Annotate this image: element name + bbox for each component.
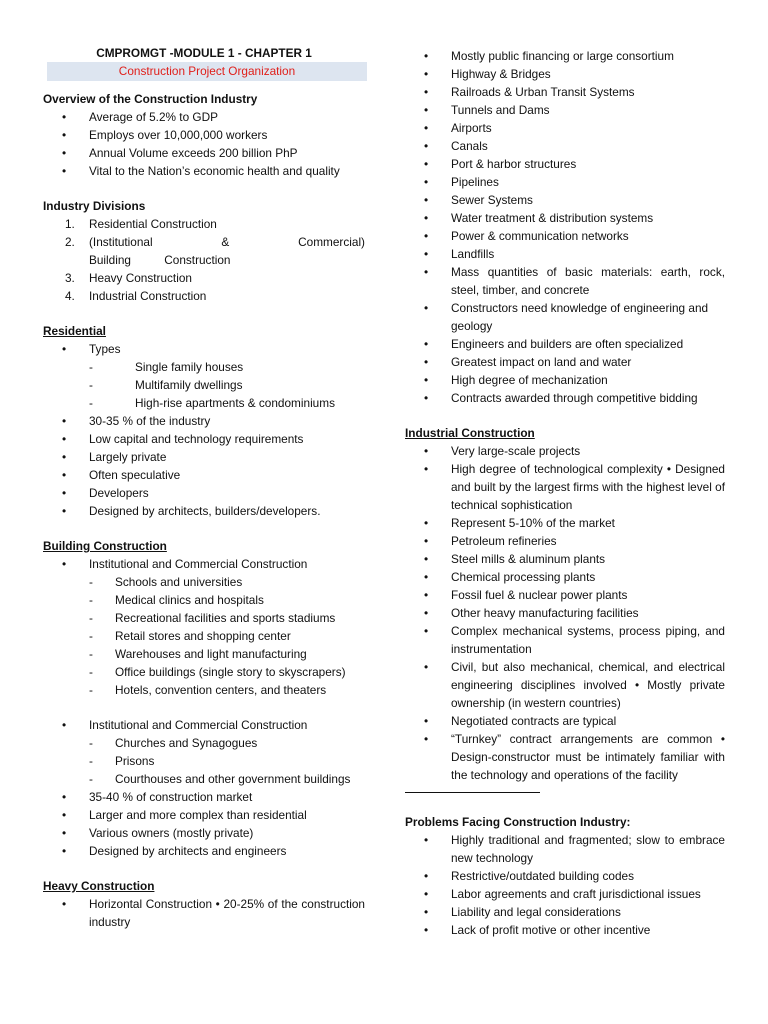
list-item: • Various owners (mostly private) bbox=[43, 824, 365, 842]
list-item: • Employs over 10,000,000 workers bbox=[43, 126, 365, 144]
list-item: • Negotiated contracts are typical bbox=[405, 712, 725, 730]
list-item: • Annual Volume exceeds 200 billion PhP bbox=[43, 144, 365, 162]
list-item: • Landfills bbox=[405, 245, 725, 263]
list-item: • Highly traditional and fragmented; slow to embrace new technology bbox=[405, 831, 725, 867]
list-item: • Water treatment & distribution systems bbox=[405, 209, 725, 227]
list-item: • High degree of mechanization bbox=[405, 371, 725, 389]
list-item bbox=[43, 233, 365, 269]
list-number: 3. bbox=[65, 271, 75, 285]
list-item: • Very large-scale projects bbox=[405, 442, 725, 460]
list-item: • Vital to the Nation’s economic health and quality bbox=[43, 162, 365, 180]
list-item: • Chemical processing plants bbox=[405, 568, 725, 586]
building-heading: Building Construction bbox=[43, 539, 167, 553]
overview-heading: Overview of the Construction Industry bbox=[43, 92, 258, 106]
heavy-heading: Heavy Construction bbox=[43, 879, 155, 893]
list-item: • Power & communication networks bbox=[405, 227, 725, 245]
building-group2-list bbox=[43, 734, 365, 788]
residential-heading: Residential bbox=[43, 324, 106, 338]
list-item: • Port & harbor structures bbox=[405, 155, 725, 173]
list-item: • Engineers and builders are often specialized bbox=[405, 335, 725, 353]
list-item: • Contracts awarded through competitive bidding bbox=[405, 389, 725, 407]
list-item: - Prisons bbox=[43, 752, 365, 770]
list-number: 4. bbox=[65, 289, 75, 303]
list-item: • Lack of profit motive or other incentive bbox=[405, 921, 725, 939]
document-subtitle: Construction Project Organization bbox=[47, 62, 367, 81]
list-item: - Courthouses and other government buildings bbox=[43, 770, 365, 788]
list-item bbox=[43, 269, 365, 287]
list-item: • Represent 5-10% of the market bbox=[405, 514, 725, 532]
list-item: • “Turnkey” contract arrangements are common • Design-constructor must be intimately familiar with the technology and operations of the facility bbox=[405, 730, 725, 784]
list-item: • Developers bbox=[43, 484, 365, 502]
list-item: - High-rise apartments & condominiums bbox=[43, 394, 365, 412]
list-item: • Canals bbox=[405, 137, 725, 155]
list-item bbox=[43, 716, 365, 788]
problems-list bbox=[405, 831, 725, 939]
list-item: • Civil, but also mechanical, chemical, and electrical engineering disciplines involved • Mostly private ownership (in western countries) bbox=[405, 658, 725, 712]
list-item: • Largely private bbox=[43, 448, 365, 466]
building-list bbox=[43, 555, 365, 699]
list-item: - Multifamily dwellings bbox=[43, 376, 365, 394]
heavy-list-right bbox=[405, 47, 725, 407]
list-item: • Low capital and technology requirements bbox=[43, 430, 365, 448]
list-item: • Fossil fuel & nuclear power plants bbox=[405, 586, 725, 604]
list-text: Industrial Construction bbox=[89, 289, 207, 303]
building-list-2 bbox=[43, 716, 365, 860]
residential-list bbox=[43, 340, 365, 520]
list-number: 2. bbox=[65, 235, 75, 249]
list-item: • Designed by architects and engineers bbox=[43, 842, 365, 860]
list-item: • Horizontal Construction • 20-25% of the construction industry bbox=[43, 895, 365, 931]
list-item: • High degree of technological complexity • Designed and built by the largest firms with the highest level of technical sophistication bbox=[405, 460, 725, 514]
divisions-list bbox=[43, 215, 365, 305]
list-item: • Labor agreements and craft jurisdictional issues bbox=[405, 885, 725, 903]
list-item: • Larger and more complex than residential bbox=[43, 806, 365, 824]
problems-heading: Problems Facing Construction Industry: bbox=[405, 815, 631, 829]
list-item: • Greatest impact on land and water bbox=[405, 353, 725, 371]
list-item bbox=[43, 340, 365, 412]
list-item: • Tunnels and Dams bbox=[405, 101, 725, 119]
overview-list bbox=[43, 108, 365, 180]
building-group1-list bbox=[43, 573, 365, 699]
industrial-list bbox=[405, 442, 725, 784]
list-item: • 35-40 % of construction market bbox=[43, 788, 365, 806]
heavy-list-left bbox=[43, 895, 365, 931]
list-item: • Petroleum refineries bbox=[405, 532, 725, 550]
list-item: - Recreational facilities and sports stadiums bbox=[43, 609, 365, 627]
document-title: CMPROMGT -MODULE 1 - CHAPTER 1 bbox=[96, 46, 312, 60]
list-item bbox=[43, 287, 365, 305]
divisions-heading: Industry Divisions bbox=[43, 199, 146, 213]
types-label: Types bbox=[89, 342, 121, 356]
industrial-heading: Industrial Construction bbox=[405, 426, 535, 440]
left-column bbox=[43, 0, 365, 931]
list-item: - Hotels, convention centers, and theaters bbox=[43, 681, 365, 699]
list-item: • Other heavy manufacturing facilities bbox=[405, 604, 725, 622]
list-item: • Liability and legal considerations bbox=[405, 903, 725, 921]
list-item: - Churches and Synagogues bbox=[43, 734, 365, 752]
right-column bbox=[405, 0, 725, 939]
list-text: Residential Construction bbox=[89, 217, 217, 231]
list-item: • Constructors need knowledge of engineering and geology bbox=[405, 299, 725, 335]
list-item: - Warehouses and light manufacturing bbox=[43, 645, 365, 663]
list-item: • Restrictive/outdated building codes bbox=[405, 867, 725, 885]
list-item: • Pipelines bbox=[405, 173, 725, 191]
list-item: • Railroads & Urban Transit Systems bbox=[405, 83, 725, 101]
list-item: • Steel mills & aluminum plants bbox=[405, 550, 725, 568]
list-item: • Designed by architects, builders/developers. bbox=[43, 502, 365, 520]
list-item: • Highway & Bridges bbox=[405, 65, 725, 83]
list-item: - Office buildings (single story to skyscrapers) bbox=[43, 663, 365, 681]
list-item: - Schools and universities bbox=[43, 573, 365, 591]
list-number: 1. bbox=[65, 217, 75, 231]
list-item: - Medical clinics and hospitals bbox=[43, 591, 365, 609]
list-item: • Mostly public financing or large consortium bbox=[405, 47, 725, 65]
section-divider bbox=[405, 784, 540, 793]
list-text: (Institutional & Commercial) Building Construction bbox=[89, 235, 365, 267]
group-label: Institutional and Commercial Construction bbox=[89, 718, 308, 732]
list-item: • Sewer Systems bbox=[405, 191, 725, 209]
types-list bbox=[43, 358, 365, 412]
list-item: • Complex mechanical systems, process piping, and instrumentation bbox=[405, 622, 725, 658]
list-item: - Retail stores and shopping center bbox=[43, 627, 365, 645]
list-item: • Average of 5.2% to GDP bbox=[43, 108, 365, 126]
list-item: - Single family houses bbox=[43, 358, 365, 376]
list-item bbox=[43, 555, 365, 699]
list-item: • Often speculative bbox=[43, 466, 365, 484]
list-item: • Airports bbox=[405, 119, 725, 137]
list-text: Heavy Construction bbox=[89, 271, 192, 285]
list-item: • 30-35 % of the industry bbox=[43, 412, 365, 430]
list-item bbox=[43, 215, 365, 233]
group-label: Institutional and Commercial Construction bbox=[89, 557, 308, 571]
list-item: • Mass quantities of basic materials: earth, rock, steel, timber, and concrete bbox=[405, 263, 725, 299]
